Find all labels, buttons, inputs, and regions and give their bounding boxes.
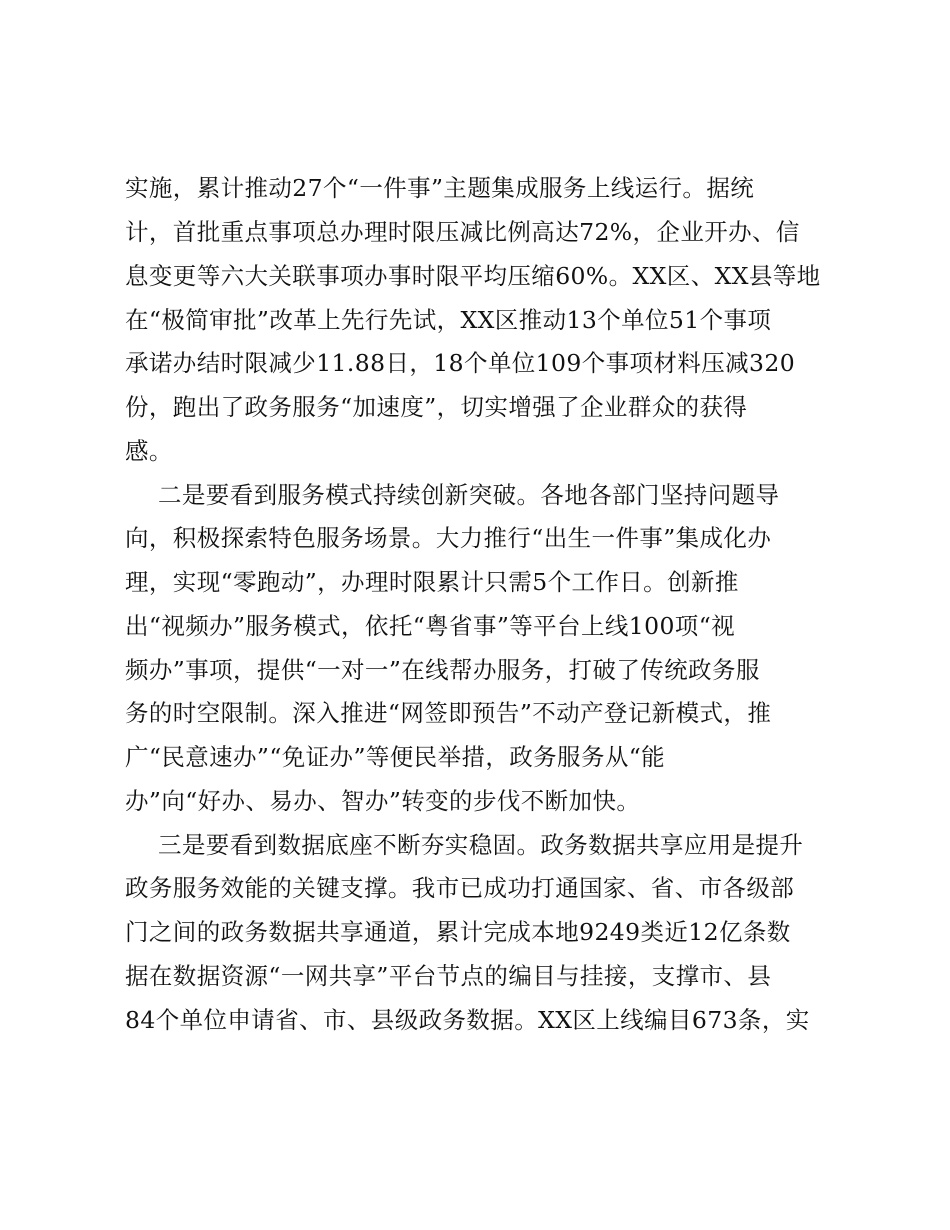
text-line: 理，实现“零跑动”，办理时限累计只需5个工作日。创新推: [125, 568, 739, 596]
text-line: 感。: [125, 437, 173, 465]
text-line: 据在数据资源“一网共享”平台节点的编目与挂接，支撑市、县: [125, 962, 772, 990]
text-line: 频办”事项，提供“一对一”在线帮办服务，打破了传统政务服: [125, 656, 760, 684]
text-line: 向，积极探索特色服务场景。大力推行“出生一件事”集成化办: [125, 524, 772, 552]
text-line: 息变更等六大关联事项办事时限平均压缩60%。XX区、XX县等地: [125, 262, 821, 290]
paragraph-first-line: 二是要看到服务模式持续创新突破。各地各部门坚持问题导: [158, 481, 780, 509]
text-line: 份，跑出了政务服务“加速度”，切实增强了企业群众的获得: [125, 393, 748, 421]
text-line: 办”向“好办、易办、智办”转变的步伐不断加快。: [125, 787, 641, 815]
text-line: 84个单位申请省、市、县级政务数据。XX区上线编目673条，实: [125, 1006, 810, 1034]
paragraph-first-line: 三是要看到数据底座不断夯实稳固。政务数据共享应用是提升: [158, 831, 804, 859]
text-line: 广“民意速办”“免证办”等便民举措，政务服务从“能: [125, 743, 666, 771]
text-line: 门之间的政务数据共享通道，累计完成本地9249类近12亿条数: [125, 918, 791, 946]
text-line: 出“视频办”服务模式，依托“粤省事”等平台上线100项“视: [125, 612, 736, 640]
text-line: 实施，累计推动27个“一件事”主题集成服务上线运行。据统: [125, 174, 755, 202]
text-line: 政务服务效能的关键支撑。我市已成功打通国家、省、市各级部: [125, 874, 795, 902]
text-line: 承诺办结时限减少11.88日，18个单位109个事项材料压减320: [125, 349, 796, 377]
text-line: 计，首批重点事项总办理时限压减比例高达72%，企业开办、信: [125, 218, 800, 246]
text-line: 务的时空限制。深入推进“网签即预告”不动产登记新模式，推: [125, 699, 772, 727]
text-line: 在“极简审批”改革上先行先试，XX区推动13个单位51个事项: [125, 306, 772, 334]
